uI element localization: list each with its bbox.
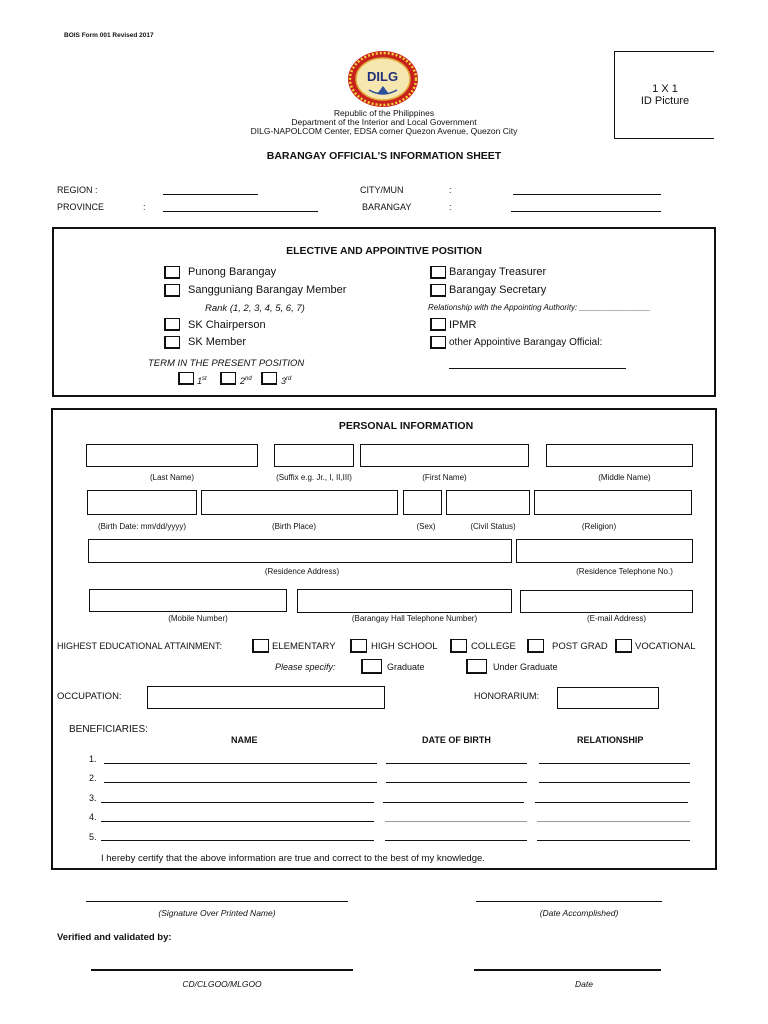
term-3rd-checkbox[interactable] — [261, 372, 277, 385]
residence-address-input[interactable] — [88, 539, 512, 563]
college-label: COLLEGE — [471, 641, 516, 652]
honorarium-label: HONORARIUM: — [474, 691, 539, 701]
province-label: PROVINCE — [57, 202, 105, 212]
religion-input[interactable] — [534, 490, 692, 515]
term-2nd-suffix: nd — [245, 376, 252, 382]
other-appointive-field[interactable] — [449, 368, 626, 369]
beneficiary-dob-field[interactable] — [383, 802, 524, 803]
sex-input[interactable] — [403, 490, 442, 515]
beneficiary-relationship-field[interactable] — [539, 763, 690, 764]
sk-member-label: SK Member — [188, 336, 247, 348]
term-1st-suffix: st — [202, 376, 207, 382]
civil-status-caption: (Civil Status) — [470, 522, 516, 531]
province-field[interactable] — [163, 211, 318, 212]
elementary-checkbox[interactable] — [252, 639, 269, 653]
religion-caption: (Religion) — [581, 522, 617, 531]
birth-date-caption: (Birth Date: mm/dd/yyyy) — [97, 522, 186, 531]
term-1st-label — [197, 376, 207, 386]
personal-heading: PERSONAL INFORMATION — [338, 420, 474, 432]
validator-title: CD/CLGOO/MLGOO — [182, 979, 262, 989]
term-2nd-label — [240, 376, 252, 386]
elective-heading: ELECTIVE AND APPOINTIVE POSITION — [286, 245, 482, 257]
term-3rd-suffix: rd — [286, 376, 292, 382]
term-1st-checkbox[interactable] — [178, 372, 194, 385]
region-label: REGION : — [57, 185, 98, 195]
beneficiary-name-field[interactable] — [101, 802, 374, 803]
ipmr-checkbox[interactable] — [430, 318, 446, 331]
city-field[interactable] — [513, 194, 661, 195]
barangay-hall-telephone-caption: (Barangay Hall Telephone Number) — [351, 614, 478, 623]
high-school-label: HIGH SCHOOL — [371, 641, 438, 652]
other-appointive-label: other Appointive Barangay Official: — [449, 337, 603, 348]
beneficiary-dob-field[interactable] — [385, 840, 527, 841]
term-label: TERM IN THE PRESENT POSITION — [148, 358, 305, 369]
first-name-caption: (First Name) — [422, 473, 467, 482]
last-name-input[interactable] — [86, 444, 258, 467]
post-grad-checkbox[interactable] — [527, 639, 544, 653]
other-appointive-checkbox[interactable] — [430, 336, 446, 349]
beneficiary-row-number: 2. — [89, 773, 97, 783]
rank-label: Rank (1, 2, 3, 4, 5, 6, 7) — [205, 303, 305, 314]
vocational-checkbox[interactable] — [615, 639, 632, 653]
validation-date-field[interactable] — [474, 969, 661, 971]
region-field[interactable] — [163, 194, 258, 195]
city-colon: : — [449, 185, 452, 195]
beneficiary-row-number: 1. — [89, 754, 97, 764]
residence-telephone-caption: (Residence Telephone No.) — [576, 567, 673, 576]
header-line-2: Department of the Interior and Local Government — [291, 117, 477, 127]
beneficiary-name-field[interactable] — [104, 763, 377, 764]
city-label: CITY/MUN — [360, 185, 404, 195]
email-caption: (E-mail Address) — [586, 614, 647, 623]
treasurer-label: Barangay Treasurer — [449, 266, 547, 278]
high-school-checkbox[interactable] — [350, 639, 367, 653]
graduate-label: Graduate — [387, 662, 425, 672]
middle-name-caption: (Middle Name) — [598, 473, 651, 482]
ipmr-label: IPMR — [449, 319, 477, 331]
please-specify-label: Please specify: — [275, 662, 336, 672]
under-graduate-checkbox[interactable] — [466, 659, 487, 674]
verified-label: Verified and validated by: — [57, 932, 172, 943]
sex-caption: (Sex) — [416, 522, 436, 531]
suffix-input[interactable] — [274, 444, 354, 467]
beneficiary-dob-field[interactable] — [385, 821, 527, 822]
beneficiary-name-field[interactable] — [101, 821, 374, 822]
punong-barangay-checkbox[interactable] — [164, 266, 180, 279]
beneficiary-row-number: 5. — [89, 832, 97, 842]
id-picture-box[interactable] — [614, 51, 714, 139]
form-title: BARANGAY OFFICIAL'S INFORMATION SHEET — [266, 150, 502, 162]
term-2nd-number: 2 — [240, 376, 246, 386]
beneficiary-name-field[interactable] — [104, 782, 377, 783]
civil-status-input[interactable] — [446, 490, 530, 515]
beneficiary-dob-field[interactable] — [386, 763, 527, 764]
validation-date-caption: Date — [575, 979, 593, 989]
barangay-hall-telephone-input[interactable] — [297, 589, 512, 613]
logo-text: DILG — [367, 69, 399, 84]
email-input[interactable] — [520, 590, 693, 613]
residence-address-caption: (Residence Address) — [264, 567, 340, 576]
sangguniang-checkbox[interactable] — [164, 284, 180, 297]
vocational-label: VOCATIONAL — [635, 641, 696, 652]
sk-member-checkbox[interactable] — [164, 336, 180, 349]
punong-barangay-label: Punong Barangay — [188, 266, 277, 278]
beneficiary-row-number: 3. — [89, 793, 97, 803]
signature-caption: (Signature Over Printed Name) — [158, 908, 276, 918]
sk-chairperson-label: SK Chairperson — [188, 319, 266, 331]
post-grad-label: POST GRAD — [552, 641, 608, 652]
birth-place-caption: (Birth Place) — [271, 522, 316, 531]
birth-date-input[interactable] — [87, 490, 197, 515]
id-picture-size: 1 X 1 — [652, 83, 678, 95]
barangay-field[interactable] — [511, 211, 661, 212]
sangguniang-label: Sangguniang Barangay Member — [188, 284, 347, 296]
occupation-label: OCCUPATION: — [57, 691, 122, 702]
secretary-label: Barangay Secretary — [449, 284, 547, 296]
middle-name-input[interactable] — [546, 444, 693, 467]
signature-field[interactable] — [86, 901, 348, 902]
date-accomplished-caption: (Date Accomplished) — [539, 908, 619, 918]
birth-place-input[interactable] — [201, 490, 398, 515]
education-label: HIGHEST EDUCATIONAL ATTAINMENT: — [57, 641, 223, 651]
under-graduate-label: Under Graduate — [493, 662, 558, 672]
sk-chairperson-checkbox[interactable] — [164, 318, 180, 331]
honorarium-input[interactable] — [557, 687, 659, 709]
secretary-checkbox[interactable] — [430, 284, 446, 297]
last-name-caption: (Last Name) — [149, 473, 194, 482]
treasurer-checkbox[interactable] — [430, 266, 446, 279]
beneficiary-relationship-field[interactable] — [537, 840, 690, 841]
beneficiary-row-number: 4. — [89, 812, 97, 822]
term-3rd-number: 3 — [281, 376, 287, 386]
first-name-input[interactable] — [360, 444, 529, 467]
beneficiary-dob-header: DATE OF BIRTH — [422, 735, 491, 745]
residence-telephone-input[interactable] — [516, 539, 693, 563]
form-code: BOIS Form 001 Revised 2017 — [64, 32, 154, 39]
validator-signature-field[interactable] — [91, 969, 353, 971]
elementary-label: ELEMENTARY — [272, 641, 336, 652]
occupation-input[interactable] — [147, 686, 385, 709]
beneficiary-dob-field[interactable] — [386, 782, 527, 783]
beneficiaries-label: BENEFICIARIES: — [69, 724, 148, 735]
date-accomplished-field[interactable] — [476, 901, 662, 902]
graduate-checkbox[interactable] — [361, 659, 382, 674]
beneficiary-name-header: NAME — [231, 735, 258, 745]
relationship-label: Relationship with the Appointing Authority: ________________ — [428, 303, 651, 312]
barangay-colon: : — [449, 202, 452, 212]
header-line-3: DILG-NAPOLCOM Center, EDSA corner Quezon Avenue, Quezon City — [250, 126, 518, 136]
barangay-label: BARANGAY — [362, 202, 412, 212]
term-1st-number: 1 — [197, 376, 203, 386]
beneficiary-name-field[interactable] — [101, 840, 374, 841]
suffix-caption: (Suffix e.g. Jr., I, II,III) — [276, 473, 352, 482]
certification-statement: I hereby certify that the above information are true and correct to the best of my knowledge. — [101, 853, 485, 864]
beneficiary-relationship-field[interactable] — [535, 802, 688, 803]
mobile-number-caption: (Mobile Number) — [168, 614, 228, 623]
college-checkbox[interactable] — [450, 639, 467, 653]
beneficiary-relationship-field[interactable] — [539, 782, 690, 783]
term-2nd-checkbox[interactable] — [220, 372, 236, 385]
id-picture-label: ID Picture — [640, 95, 690, 107]
header-line-1: Republic of the Philippines — [333, 108, 435, 118]
beneficiary-relationship-field[interactable] — [537, 821, 690, 822]
mobile-number-input[interactable] — [89, 589, 287, 612]
province-colon: : — [143, 202, 146, 212]
beneficiary-relationship-header: RELATIONSHIP — [577, 735, 644, 745]
term-3rd-label — [281, 376, 291, 386]
